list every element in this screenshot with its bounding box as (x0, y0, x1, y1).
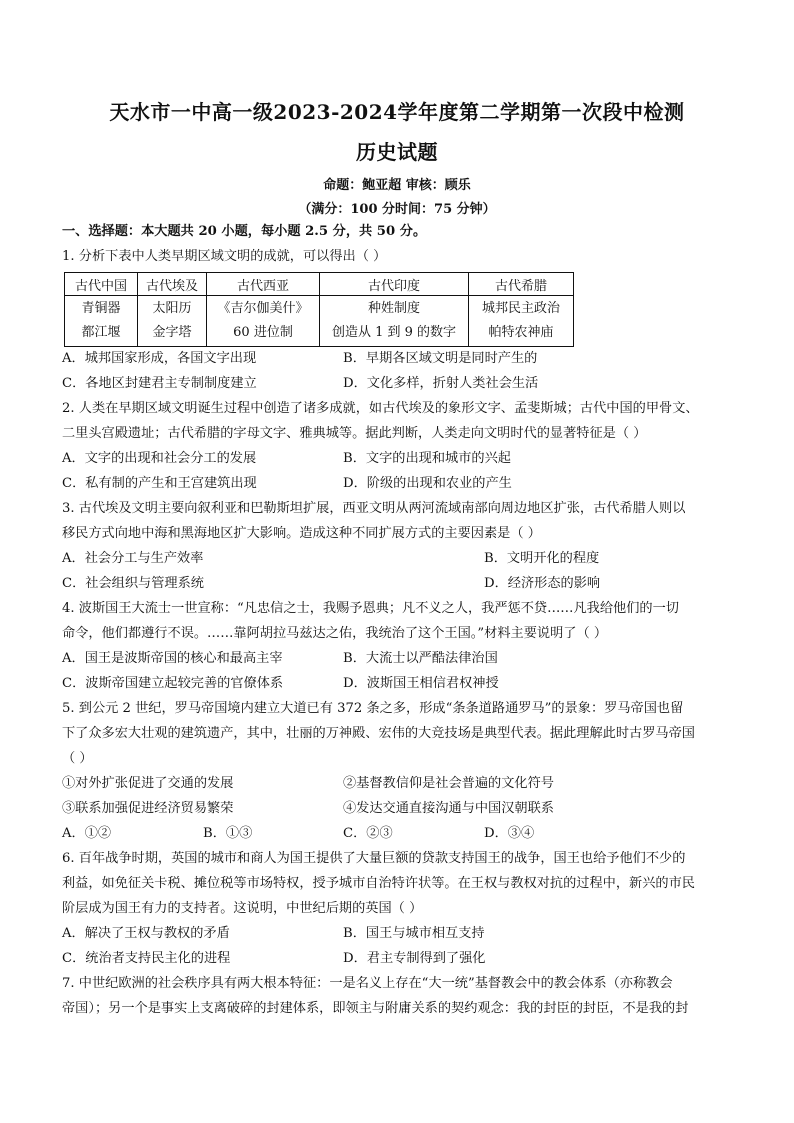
q5-statement-1: ①对外扩张促进了交通的发展 (62, 776, 234, 791)
table-header-cell: 古代中国 (65, 273, 138, 296)
table-header-cell: 古代埃及 (138, 273, 207, 296)
exam-title: 天水市一中高一级2023-2024学年度第二学期第一次段中检测 (109, 100, 685, 124)
q4-option-b: B．大流士以严酷法律治国 (343, 651, 498, 666)
q4-option-d: D．波斯国王相信君权神授 (343, 676, 499, 691)
q2-option-d: D．阶级的出现和农业的产生 (343, 476, 512, 491)
q2-option-a: A．文字的出现和社会分工的发展 (62, 451, 257, 466)
cell-line: 种姓制度 (367, 301, 420, 316)
cell-line: 60 进位制 (233, 325, 293, 340)
q6-option-c: C．统治者支持民主化的进程 (62, 951, 231, 966)
table-header-cell: 古代印度 (320, 273, 469, 296)
q5-option-b: B．①③ (203, 826, 253, 841)
question-3-line-2: 移民方式向地中海和黑海地区扩大影响。造成这种不同扩展方式的主要因素是（ ） (62, 526, 541, 541)
table-header-cell: 古代西亚 (207, 273, 320, 296)
table-header-cell: 古代希腊 (469, 273, 574, 296)
section-heading: 一、选择题：本大题共 20 小题，每小题 2.5 分，共 50 分。 (62, 224, 427, 239)
cell-line: 城邦民主政治 (481, 301, 560, 316)
cell-line: 帕特农神庙 (488, 325, 554, 340)
question-6-line-2: 利益，如免征关卡税、摊位税等市场特权，授予城市自治特许状等。在王权与教权对抗的过程中，新兴的市民 (62, 876, 695, 891)
exam-score-time: （满分：100 分时间：75 分钟） (298, 202, 496, 217)
q5-option-d: D．③④ (484, 826, 535, 841)
table-cell (65, 296, 138, 347)
civilization-table (64, 272, 574, 347)
q3-option-b: B．文明开化的程度 (484, 551, 600, 566)
table-cell (469, 296, 574, 347)
question-2-line-2: 二里头宫殿遗址；古代希腊的字母文字、雅典城等。据此判断，人类走向文明时代的显著特征是（ ） (62, 426, 647, 441)
question-3-line-1: 3. 古代埃及文明主要向叙利亚和巴勒斯坦扩展，西亚文明从两河流域南部向周边地区扩张，古代希腊人则以 (62, 501, 686, 516)
table-header-row (65, 273, 574, 296)
table-cell (207, 296, 320, 347)
q3-option-c: C．社会组织与管理系统 (62, 576, 204, 591)
question-4-line-1: 4. 波斯国王大流士一世宣称：“凡忠信之士，我赐予恩典；凡不义之人，我严惩不贷……凡我给他们的一切 (62, 601, 679, 616)
question-6-line-3: 阶层成为国王有力的支持者。这说明，中世纪后期的英国（ ） (62, 901, 423, 916)
question-5-line-1: 5. 到公元 2 世纪，罗马帝国境内建立大道已有 372 条之多，形成“条条道路通罗马”的景象：罗马帝国也留 (62, 701, 684, 716)
table-row (65, 296, 574, 347)
q5-option-a: A．①② (62, 826, 112, 841)
cell-line: 太阳历 (152, 301, 192, 316)
cell-line: 金字塔 (152, 325, 192, 340)
question-6-line-1: 6. 百年战争时期，英国的城市和商人为国王提供了大量巨额的贷款支持国王的战争，国王也给予他们不少的 (62, 851, 686, 866)
q1-option-d: D．文化多样，折射人类社会生活 (343, 376, 539, 391)
q6-option-a: A．解决了王权与教权的矛盾 (62, 926, 230, 941)
q1-option-b: B．早期各区域文明是同时产生的 (343, 351, 538, 366)
question-5-line-2: 下了众多宏大壮观的建筑遗产，其中，壮丽的万神殿、宏伟的大竞技场是典型代表。据此理解此时古罗马帝国 (62, 726, 695, 741)
question-2-line-1: 2. 人类在早期区域文明诞生过程中创造了诸多成就，如古代埃及的象形文字、孟斐斯城；古代中国的甲骨文、 (62, 401, 699, 416)
exam-authors: 命题：鲍亚超 审核：顾乐 (323, 178, 471, 193)
q3-option-a: A．社会分工与生产效率 (62, 551, 204, 566)
question-7-line-1: 7. 中世纪欧洲的社会秩序具有两大根本特征：一是名义上存在“大一统”基督教会中的教会体系（亦称教会 (62, 976, 673, 991)
q5-option-c: C．②③ (343, 826, 393, 841)
cell-line: 创造从 1 到 9 的数字 (331, 325, 457, 340)
table-cell (138, 296, 207, 347)
q5-statement-2: ②基督教信仰是社会普遍的文化符号 (343, 776, 554, 791)
q6-option-d: D．君主专制得到了强化 (343, 951, 486, 966)
q3-option-d: D．经济形态的影响 (484, 576, 601, 591)
q1-option-a: A．城邦国家形成，各国文字出现 (62, 351, 257, 366)
q2-option-b: B．文字的出现和城市的兴起 (343, 451, 511, 466)
table-cell (320, 296, 469, 347)
exam-subtitle: 历史试题 (356, 140, 438, 164)
q5-statement-4: ④发达交通直接沟通与中国汉朝联系 (343, 801, 554, 816)
question-5-line-3: （ ） (62, 751, 93, 766)
cell-line: 都江堰 (81, 325, 121, 340)
question-4-line-2: 命令，他们都遵行不误。……靠阿胡拉马兹达之佑，我统治了这个王国。”材料主要说明了（ ） (62, 626, 608, 641)
cell-line: 青铜器 (81, 301, 121, 316)
question-1-stem: 1. 分析下表中人类早期区域文明的成就，可以得出（ ） (62, 249, 387, 264)
q5-statement-3: ③联系加强促进经济贸易繁荣 (62, 801, 234, 816)
q4-option-a: A．国王是波斯帝国的核心和最高主宰 (62, 651, 283, 666)
cell-line: 《吉尔伽美什》 (217, 301, 309, 316)
q1-option-c: C．各地区封建君主专制制度建立 (62, 376, 257, 391)
q6-option-b: B．国王与城市相互支持 (343, 926, 485, 941)
question-7-line-2: 帝国）；另一个是事实上支离破碎的封建体系，即领主与附庸关系的契约观念：我的封臣的封臣，不是我的封 (62, 1001, 689, 1016)
q2-option-c: C．私有制的产生和王宫建筑出现 (62, 476, 257, 491)
q4-option-c: C．波斯帝国建立起较完善的官僚体系 (62, 676, 284, 691)
